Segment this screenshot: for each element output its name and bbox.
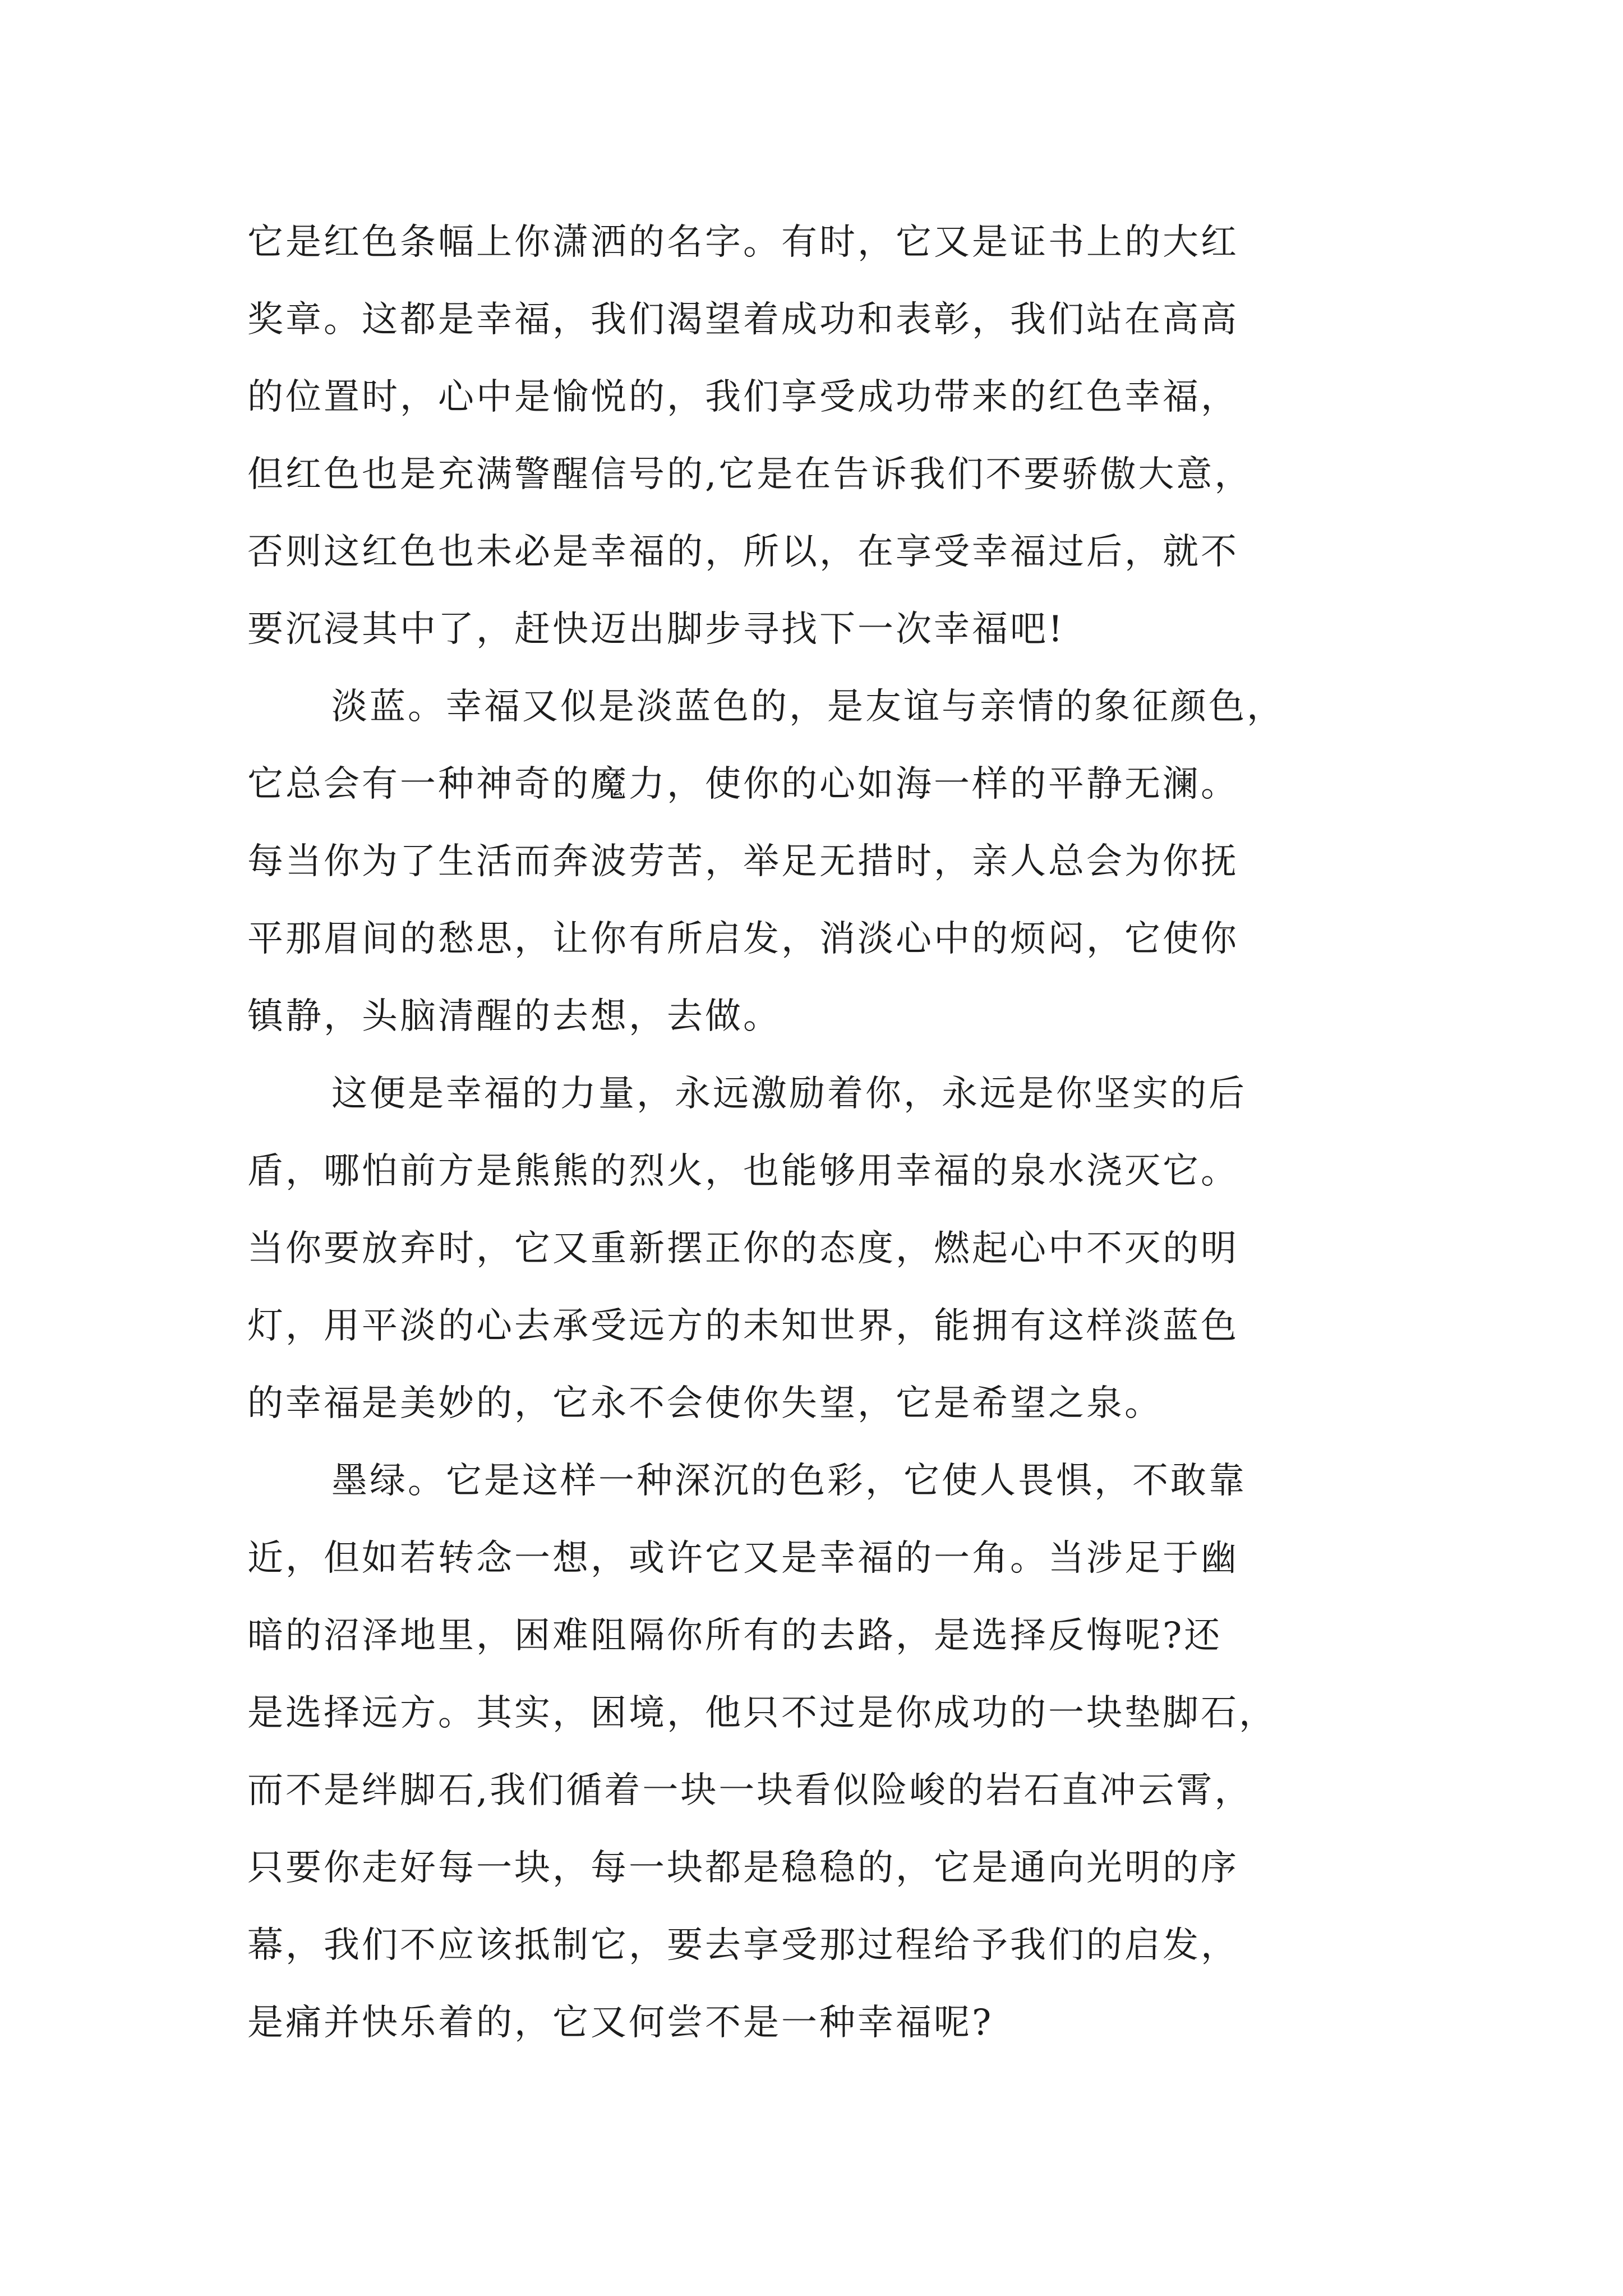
text-line: 但红色也是充满警醒信号的,它是在告诉我们不要骄傲大意， [247, 454, 1253, 495]
text-line: 的位置时，心中是愉悦的，我们享受成功带来的红色幸福， [247, 376, 1239, 418]
text-line: 是痛并快乐着的，它又何尝不是一种幸福呢? [247, 2002, 994, 2044]
text-line: 盾，哪怕前方是熊熊的烈火，也能够用幸福的泉水浇灭它。 [247, 1151, 1239, 1192]
text-line: 暗的沼泽地里，困难阻隔你所有的去路，是选择反悔呢?还 [247, 1615, 1223, 1657]
text-line: 平那眉间的愁思，让你有所启发，消淡心中的烦闷，它使你 [247, 918, 1239, 960]
text-line: 幕，我们不应该抵制它，要去享受那过程给予我们的启发， [247, 1925, 1239, 1966]
text-line: 镇静，头脑清醒的去想，去做。 [247, 996, 781, 1037]
text-line: 近，但如若转念一想，或许它又是幸福的一角。当涉足于幽 [247, 1538, 1239, 1579]
text-line: 这便是幸福的力量，永远激励着你，永远是你坚实的后 [331, 1073, 1247, 1115]
text-line: 淡蓝。幸福又似是淡蓝色的，是友谊与亲情的象征颜色， [331, 686, 1285, 728]
text-line: 它是红色条幅上你潇洒的名字。有时，它又是证书上的大红 [247, 222, 1239, 263]
text-line: 每当你为了生活而奔波劳苦，举足无措时，亲人总会为你抚 [247, 841, 1239, 882]
text-line: 只要你走好每一块，每一块都是稳稳的，它是通向光明的序 [247, 1847, 1239, 1889]
text-line: 灯，用平淡的心去承受远方的未知世界，能拥有这样淡蓝色 [247, 1305, 1239, 1347]
text-line: 的幸福是美妙的，它永不会使你失望，它是希望之泉。 [247, 1383, 1163, 1424]
text-line: 而不是绊脚石,我们循着一块一块看似险峻的岩石直冲云霄， [247, 1770, 1253, 1811]
text-line: 否则这红色也未必是幸福的，所以，在享受幸福过后，就不 [247, 531, 1239, 573]
text-line: 是选择远方。其实，困境，他只不过是你成功的一块垫脚石， [247, 1692, 1277, 1734]
text-line: 要沉浸其中了，赶快迈出脚步寻找下一次幸福吧! [247, 609, 1065, 650]
text-line: 它总会有一种神奇的魔力，使你的心如海一样的平静无澜。 [247, 763, 1239, 805]
text-line: 墨绿。它是这样一种深沉的色彩，它使人畏惧，不敢靠 [331, 1460, 1247, 1502]
text-line: 奖章。这都是幸福，我们渴望着成功和表彰，我们站在高高 [247, 299, 1239, 341]
text-line: 当你要放弃时，它又重新摆正你的态度，燃起心中不灭的明 [247, 1228, 1239, 1269]
